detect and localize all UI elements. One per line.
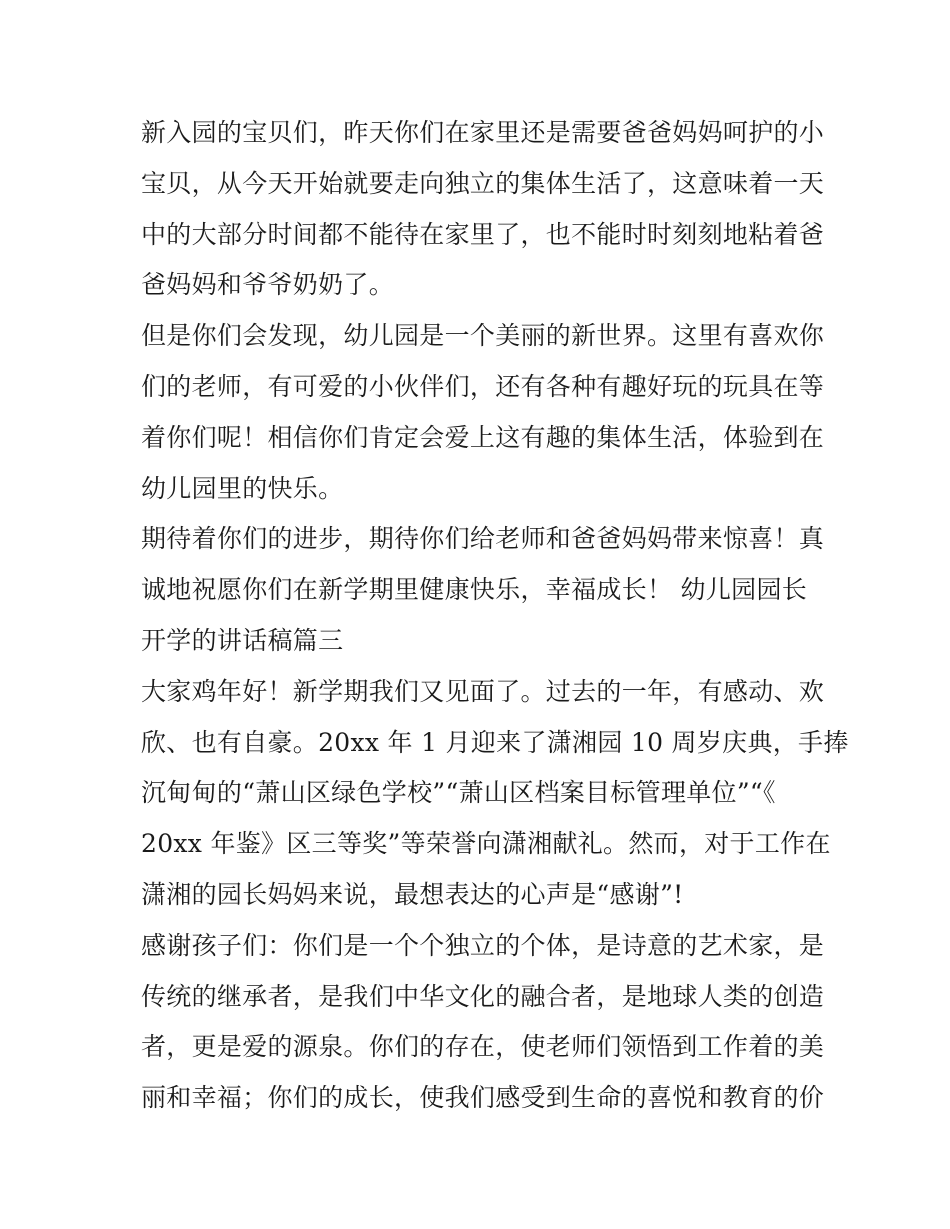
text-line: 大家鸡年好！新学期我们又见面了。过去的一年，有感动、欢 [141,676,825,706]
text-line: 潇湘的园长妈妈来说，最想表达的心声是“感谢”! [141,879,684,909]
text-line: 传统的继承者，是我们中华文化的融合者，是地球人类的创造 [141,981,825,1011]
text-line: 新入园的宝贝们，昨天你们在家里还是需要爸爸妈妈呵护的小 [141,118,825,147]
text-line: 宝贝，从今天开始就要走向独立的集体生活了，这意味着一天 [141,168,825,198]
text-line: 期待着你们的进步，期待你们给老师和爸爸妈妈带来惊喜！真 [141,524,825,554]
text-line: 着你们呢！相信你们肯定会爱上这有趣的集体生活，体验到在 [141,422,825,452]
text-line: 们的老师，有可爱的小伙伴们，还有各种有趣好玩的玩具在等 [141,371,825,401]
text-line: 感谢孩子们：你们是一个个独立的个体，是诗意的艺术家，是 [141,930,825,960]
text-line: 者，更是爱的源泉。你们的存在，使老师们领悟到工作着的美 [141,1032,825,1062]
text-line: 中的大部分时间都不能待在家里了，也不能时时刻刻地粘着爸 [141,219,825,249]
text-line: 诚地祝愿你们在新学期里健康快乐，幸福成长！ 幼儿园园长 [141,575,808,605]
body-text [141,108,849,1124]
text-line: 丽和幸福；你们的成长，使我们感受到生命的喜悦和教育的价 [141,1083,825,1113]
text-line: 沉甸甸的“萧山区绿色学校”“萧山区档案目标管理单位”“《 [141,778,776,808]
text-line: 爸妈妈和爷爷奶奶了。 [141,270,395,300]
text-line: 但是你们会发现，幼儿园是一个美丽的新世界。这里有喜欢你 [141,321,825,351]
text-line: 欣、也有自豪。20xx 年 1 月迎来了潇湘园 10 周岁庆典，手捧 [141,727,849,757]
section-heading: 开学的讲话稿篇三 [141,625,344,655]
text-line: 20xx 年鉴》区三等奖”等荣誉向潇湘献礼。然而，对于工作在 [141,829,831,859]
text-line: 幼儿园里的快乐。 [141,473,344,503]
